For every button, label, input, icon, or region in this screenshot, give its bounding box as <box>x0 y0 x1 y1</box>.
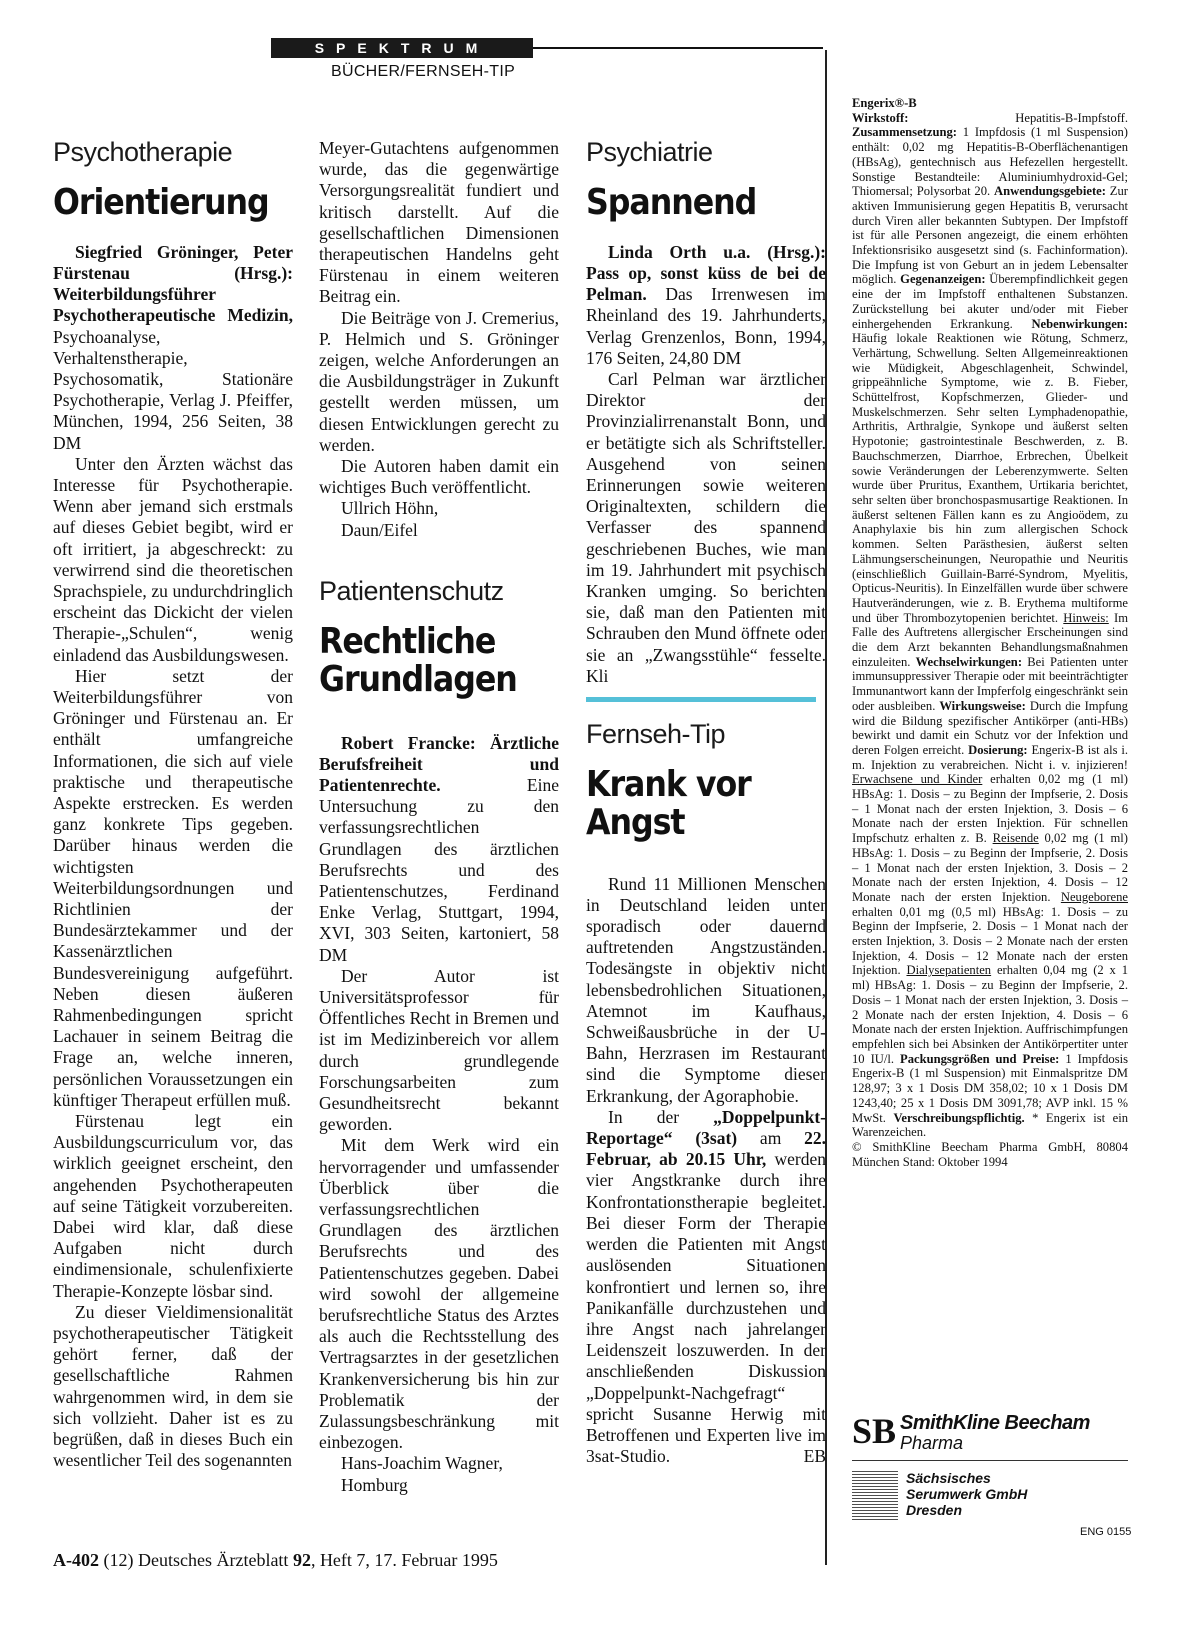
logo-rule <box>852 1460 1128 1461</box>
book-reference-details: Das Irrenwesen im Rheinland des 19. Jahrhunderts, Verlag Grenzenlos, Bonn, 1994, 176 Seiten, 24,80 DM <box>586 284 826 368</box>
book-reference <box>586 242 826 369</box>
paragraph: Carl Pelman war ärztlicher Direktor der Provinzialirrenanstalt Bonn, und er betätigte sich als Schriftsteller. Ausgehend von seinen Erinnerungen sowie weiteren Originaltexten, schildern die Verfasser des spannend geschriebenen Buches, wie man im 19. Jahrhundert mit psychisch Kranken umging. So berichten sie, daß man den Patienten mit Schrauben den Mund öffnete oder sie an „Zwangsstühle“ fesselte. Kli <box>586 368 826 686</box>
broadcast-date: 22. Februar, ab 20.15 Uhr, <box>586 1128 826 1170</box>
paragraph: Meyer-Gutachtens aufgenommen wurde, das die gegenwärtige Versorgungsrealität fundiert und kritisch darstellt. Auf die gesellschaftlichen Dimensionen therapeutischen Handelns geht Fürstenau in einem weiteren Beitrag ein. <box>319 138 559 307</box>
book-reference-title: Linda Orth u.a. (Hrsg.): Pass op, sonst küss de bei de Pelman. <box>586 241 826 305</box>
paragraph: Mit dem Werk wird ein hervorragender und umfassender Überblick über die verfassungsrechtlichen Grundlagen des ärztlichen Berufsrechts und des Patientenschutzes gegeben. Dabei wird sowohl der allgemeine berufsrechtliche Status des Arztes als auch die Rechtsstellung des Vertragsarztes in der gesetzlichen Krankenversicherung bis hin zur Problematik der Zulassungsbeschränkung mit einbezogen. <box>319 1135 559 1453</box>
drug-info-text <box>852 96 1128 1169</box>
info-label: Nebenwirkungen: <box>1031 316 1128 331</box>
info-text: Im Falle des Auftretens allergischer Erscheinungen sind die dem Arzt bekannten Behandlungsmaßnahmen einzuleiten. <box>852 610 1129 669</box>
info-text: Bei Patienten unter immunsuppressiver Therapie oder mit beeinträchtigter Immunantwort kann der Impferfolg eingeschränkt sein oder ausbleiben. <box>852 654 1128 713</box>
book-reference-title: Siegfried Gröninger, Peter Fürstenau (Hrsg.): Weiterbildungsführer Psychotherapeutische Medizin, <box>53 241 293 326</box>
smithkline-logo <box>852 1412 1132 1452</box>
issue-date: , Heft 7, 17. Februar 1995 <box>310 1550 498 1570</box>
info-underlined: Dialysepatienten <box>906 963 992 978</box>
info-text: 1 Impfdosis (1 ml Suspension) enthält: 0,02 mg Hepatitis-B-Oberflächenantigen (HBsAg), gentechnisch aus Hefezellen hergestellt. Sonstige Bestandteile: Aluminiumhydroxid-Gel; Thiomersal; Polysorbat 20. <box>852 125 1128 199</box>
info-text: Engerix-B ist als i. m. Injektion zu verabreichen. Nicht i. v. injizieren! <box>852 742 1128 772</box>
paragraph: Fürstenau legt ein Ausbildungscurriculum vor, das wirklich geeignet erscheint, den angehenden Psychotherapeuten auf seine Tätigkeit vorzubereiten. Dabei wird klar, daß diese Aufgaben nicht durch eindimensionale, schulenfixierte Therapie-Konzepte lösbar sind. <box>53 1111 293 1301</box>
info-label: Dosierung: <box>968 742 1028 757</box>
manufacturer-line1: Sächsisches <box>906 1470 991 1486</box>
section-header: SPEKTRUM <box>271 38 533 58</box>
info-label: Anwendungsgebiete: <box>994 184 1106 199</box>
article-headline-line2: Angst <box>586 801 685 843</box>
svg-text:SB: SB <box>852 1411 897 1451</box>
paragraph: Unter den Ärzten wächst das Interesse für Psychotherapie. Wenn aber jemand sich erstmals auf dieses Gebiet begibt, wird er oft irritiert, ja abgeschreckt: zu verwirrend sind die theoretischen Sprachspiele, zu undurchdringlich erscheint das Dickicht der vielen Therapie-„Schulen“, wenig einladend das Ausbildungswesen. <box>53 453 293 665</box>
info-text: Zur aktiven Immunisierung gegen Hepatitis B, verursacht durch Viren aller bekannten Subtypen. Der Impfstoff ist für alle Personen angezeigt, die einem erhöhten Infektionsrisiko ausgesetzt sind (s. Fachinformation). Die Impfung ist von Geburt an in jedem Lebensalter möglich. <box>852 184 1128 287</box>
info-label: Zusammensetzung: <box>852 125 957 140</box>
column-2 <box>319 138 559 1496</box>
copyright-notice: © SmithKline Beecham Pharma GmbH, 80804 München Stand: Oktober 1994 <box>852 1139 1128 1169</box>
manufacturer-line2: Serumwerk GmbH <box>906 1486 1028 1502</box>
info-label: Wirkstoff: <box>852 110 909 125</box>
column-1 <box>53 138 293 1471</box>
author-name: Ullrich Höhn, <box>341 498 439 519</box>
book-reference <box>53 242 293 454</box>
info-text: 0,02 mg (1 ml) HBsAg: 1. Dosis – zu Beginn der Impfserie, 2. Dosis – 1 Monat nach der ersten Injektion, 3. Dosis – 2 Monate nach der ersten Injektion, 4. Dosis – 12 Monate nach der ersten Injektion. <box>852 831 1128 904</box>
info-label: Wirkungsweise: <box>939 698 1026 713</box>
text-run: am <box>737 1128 805 1149</box>
info-label: Gegenanzeigen: <box>900 272 986 287</box>
article-kicker: Psychotherapie <box>53 137 233 167</box>
info-underlined: Hinweis: <box>1063 610 1109 625</box>
book-reference-details: Eine Untersuchung zu den verfassungsrechtlichen Grundlagen des ärztlichen Berufsrechts und des Patientenschutzes, Ferdinand Enke Verlag, Stuttgart, 1994, XVI, 303 Seiten, kartoniert, 58 DM <box>319 774 559 965</box>
drug-name: Engerix®-B <box>852 96 917 110</box>
drug-info-box <box>852 96 1128 1169</box>
info-text: erhalten 0,02 mg (1 ml) HBsAg: 1. Dosis – zu Beginn der Impfserie, 2. Dosis – 1 Monat nach der ersten Injektion, 3. Dosis – 6 Monate nach der ersten Injektion. Für schnellen Impfschutz erhalten z. B. <box>852 772 1128 846</box>
paragraph: Rund 11 Millionen Menschen in Deutschland leiden unter sporadisch oder dauernd auftretenden Angstzuständen. Todesängste in objektiv nicht lebensbedrohlichen Situationen, Atemnot im Kaufhaus, Schweißausbrüche in der U-Bahn, Herzrasen im Restaurant sind die Symptome dieser Erkrankung, der Agoraphobie. <box>586 873 826 1106</box>
company-division: Pharma <box>900 1433 964 1453</box>
paragraph: Die Beiträge von J. Cremerius, P. Helmich und S. Gröninger zeigen, welche Anforderungen an die Ausbildungsträger in Zukunft gestellt werden müssen, um diesen Entwicklungen gerecht zu werden. <box>319 307 559 455</box>
book-reference <box>319 733 559 966</box>
info-text: Häufig lokale Reaktionen wie Rötung, Schmerz, Verhärtung, Schwellung. Selten Allgemeinreaktionen wie Müdigkeit, Abgeschlagenheit, Schwindel, grippeähnliche Symptome, wie z. B. Fieber, Schüttelfrost, Kopfschmerzen, Glieder- und Muskelschmerzen. Sehr selten Lymphadenopathie, Arthritis, Arthralgie, Synkope und äußerst selten Hypotonie; gastrointestinale Beschwerden, z. B. Bauchschmerzen, Diarrhoe, Erbrechen, Übelkeit sowie Veränderungen der Leberenzymwerte. Selten wurde über Pruritus, Exanthem, Urtikaria berichtet, sehr selten über bronchospasmusartige Reaktionen. In äußerst seltenen Fällen kann es zu Angioödem, zu Anaphylaxie bis hin zum allergischen Schock kommen. Selten Parästhesien, äußerst selten Lähmungserscheinungen, Neuropathie und Neuritis (einschließlich Guillain-Barré-Syndrom, Myelitis, Opticus-Neuritis). In Einzelfällen wurde über schwere Hautveränderungen, wie z. B. Erythema multiforme und über Thrombozytopenien berichtet. <box>852 331 1128 625</box>
info-text: * Engerix ist ein Warenzeichen. <box>852 1110 1129 1140</box>
book-reference-title: Robert Francke: Ärztliche Berufsfreiheit und Patientenrechte. <box>319 732 559 795</box>
article-signature: EB <box>803 1446 826 1467</box>
manufacturer-line3: Dresden <box>906 1502 963 1518</box>
page-number: A-402 <box>53 1550 99 1570</box>
article-kicker: Psychiatrie <box>586 137 713 167</box>
author-location: Daun/Eifel <box>341 519 418 540</box>
section-rule <box>586 697 816 702</box>
column-3 <box>586 138 826 1468</box>
sb-logo-icon <box>852 1411 897 1451</box>
info-text: erhalten 0,01 mg (0,5 ml) HBsAg: 1. Dosis – zu Beginn der Impfserie, 2. Dosis – 1 Monat nach der ersten Injektion, 3. Dosis – 2 Monate nach der ersten Injektion, 4. Dosis – 12 Monate nach der ersten Injektion. <box>852 904 1128 978</box>
article-headline: Orientierung <box>53 181 269 223</box>
author-location: Homburg <box>341 1474 408 1495</box>
paragraph <box>586 1107 826 1467</box>
company-name: SmithKline Beecham <box>900 1412 1090 1434</box>
info-text: Durch die Impfung wird die Bildung spezifischer Antikörper (anti-HBs) bewirkt und damit ein Schutz vor der Infektion und deren Folgen erreicht. <box>852 698 1128 757</box>
info-underlined: Reisende <box>992 831 1039 846</box>
serumwerk-logo <box>852 1470 1128 1520</box>
info-label: Wechselwirkungen: <box>915 654 1023 669</box>
paragraph: Hier setzt der Weiterbildungsführer von Gröninger und Fürstenau an. Er enthält umfangreiche Informationen, die sich auf viele praktische und therapeutische Aspekte erstrecken. Es werden ganz konkrete Tips gegeben. Darüber hinaus werden die wichtigsten Weiterbildungsordnungen und Richtlinien der Bundesärztekammer und der Kassenärztlichen Bundesvereinigung aufgeführt. Neben diesen äußeren Rahmenbedingungen spricht Lachauer in seinem Beitrag die Frage an, welche inneren, persönlichen Voraussetzungen ein künftiger Therapeut erfüllen muß. <box>53 665 293 1110</box>
info-underlined: Neugeborene <box>1060 889 1128 904</box>
author-name: Hans-Joachim Wagner, <box>341 1453 503 1474</box>
paragraph: Die Autoren haben damit ein wichtiges Buch veröffentlicht. <box>319 456 559 498</box>
article-headline-line1: Krank vor <box>586 763 751 805</box>
info-text: 1 Impfdosis Engerix-B (1 ml Suspension) mit Einmalspritze DM 128,97; 3 x 1 Dosis DM 358,02; 10 x 1 Dosis DM 1243,40; 25 x 1 Dosis DM 3091,78; AVP inkl. 15 % MwSt. <box>852 1051 1129 1125</box>
article-kicker: Fernseh-Tip <box>586 718 726 749</box>
paragraph: Der Autor ist Universitätsprofessor für Öffentliches Recht in Bremen und ist im Medizinbereich vor allem durch grundlegende Forschungsarbeiten zum Gesundheitsrecht bekannt geworden. <box>319 965 559 1135</box>
info-text: Hepatitis-B-Impfstoff. <box>908 110 1128 125</box>
serumwerk-pattern-icon <box>852 1470 898 1520</box>
info-text: erhalten 0,04 mg (2 x 1 ml) HBsAg: 1. Dosis – zu Beginn der Impfserie, 2. Dosis – 1 Monat nach der ersten Injektion, 3. Dosis – 2 Monate nach der ersten Injektion, 4. Dosis – 6 Monate nach der ersten Injektion. Auffrischimpfungen empfehlen sich bei Absinken der Antikörpertiter unter 10 IU/l. <box>852 963 1128 1066</box>
article-headline-line1: Rechtliche <box>319 620 496 662</box>
info-label: Packungsgrößen und Preise: <box>900 1051 1060 1066</box>
section-subheader: BÜCHER/FERNSEH-TIP <box>331 63 516 80</box>
text-run: In der <box>608 1106 714 1127</box>
paragraph: Zu dieser Vieldimensionalität psychotherapeutischer Tätigkeit gehört ferner, daß der gesellschaftliche Rahmen wahrgenommen wird, in dem sie sich vollzieht. Daher ist es zu begrüßen, daß in dieses Buch ein wesentlicher Teil des sogenannten <box>53 1301 293 1471</box>
info-text: Überempfindlichkeit gegen eine der im Impfstoff enthaltenen Substanzen. Zurückstellung bei akuter und/oder mit Fieber einhergehenden Erkrankung. <box>852 272 1128 331</box>
header-rule <box>533 47 823 49</box>
journal-name: (12) Deutsches Ärzteblatt <box>99 1550 293 1570</box>
article-kicker: Patientenschutz <box>319 575 504 606</box>
ad-code: ENG 0155 <box>1080 1526 1132 1538</box>
info-underlined: Erwachsene und Kinder <box>852 772 983 787</box>
journal-volume: 92 <box>292 1550 311 1570</box>
article-headline: Spannend <box>586 181 757 223</box>
page-footer <box>53 1550 498 1571</box>
text-run: werden vier Angstkranke durch ihre Konfrontationstherapie begleitet. Bei dieser Form der Therapie werden die Patienten mit Angst auslösenden Situationen konfrontiert und lernen so, ihre Panikanfälle durchzustehen und ihre Angst nach jahrelanger Leidenszeit loszuwerden. In der anschließenden Diskussion „Doppelpunkt-Nachgefragt“ spricht Susanne Herwig mit Betroffenen und Experten live im 3sat-Studio. <box>586 1149 826 1467</box>
book-reference-details: Psychoanalyse, Verhaltenstherapie, Psychosomatik, Stationäre Psychotherapie, Verlag J. Pfeiffer, München, 1994, 256 Seiten, 38 DM <box>53 326 293 453</box>
article-headline-line2: Grundlagen <box>319 658 517 700</box>
info-label: Verschreibungspflichtig. <box>893 1110 1025 1125</box>
program-title: „Doppelpunkt-Reportage“ (3sat) <box>586 1106 826 1149</box>
